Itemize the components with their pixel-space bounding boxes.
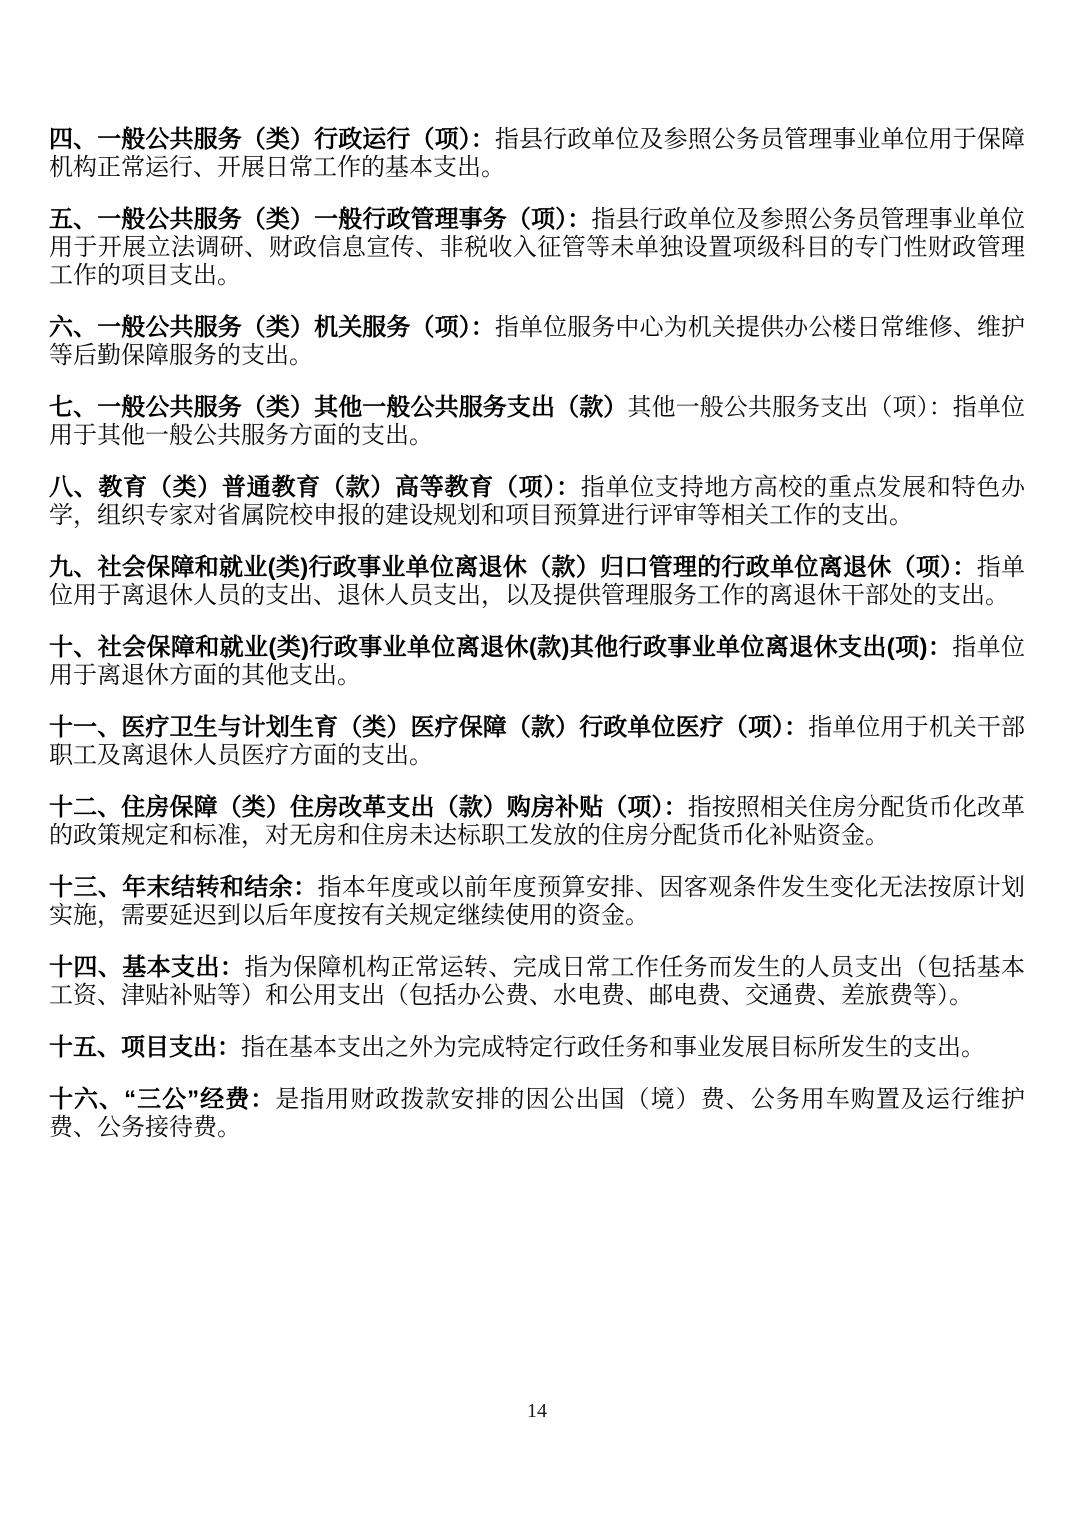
term-heading: 五、一般公共服务（类）一般行政管理事务（项）： bbox=[49, 206, 592, 233]
term-definition: 指单位支持地方高校的重点发展和特色办学，组织专家对省属院校申报的建设规划和项目预算进行评审等相关工作的支出。 bbox=[49, 475, 1026, 529]
definition-paragraph bbox=[49, 206, 1025, 290]
page-number: 14 bbox=[527, 1400, 547, 1422]
page-body-text bbox=[49, 126, 1025, 1166]
term-heading: 十二、住房保障（类）住房改革支出（款）购房补贴（项）： bbox=[49, 794, 688, 821]
term-heading: 十五、项目支出： bbox=[49, 1034, 241, 1061]
definition-paragraph bbox=[49, 874, 1025, 930]
term-heading: 九、社会保障和就业(类)行政事业单位离退休（款）归口管理的行政单位离退休（项）： bbox=[49, 554, 977, 581]
term-heading: 七、一般公共服务（类）其他一般公共服务支出（款） bbox=[49, 394, 628, 421]
term-definition: 指按照相关住房分配货币化改革的政策规定和标准，对无房和住房未达标职工发放的住房分配货币化补贴资金。 bbox=[49, 795, 1026, 849]
term-definition: 指单位用于机关干部职工及离退休人员医疗方面的支出。 bbox=[49, 715, 1026, 769]
term-heading: 六、一般公共服务（类）机关服务（项）： bbox=[49, 314, 495, 341]
definition-paragraph bbox=[49, 394, 1025, 450]
term-heading: 十四、基本支出： bbox=[49, 954, 245, 981]
term-definition: 指本年度或以前年度预算安排、因客观条件发生变化无法按原计划实施，需要延迟到以后年度按有关规定继续使用的资金。 bbox=[49, 875, 1026, 929]
definition-paragraph bbox=[49, 1086, 1025, 1142]
term-definition: 指县行政单位及参照公务员管理事业单位用于保障机构正常运行、开展日常工作的基本支出。 bbox=[49, 127, 1026, 181]
definition-paragraph bbox=[49, 474, 1025, 530]
definition-paragraph bbox=[49, 954, 1025, 1010]
term-definition: 其他一般公共服务支出（项）：指单位用于其他一般公共服务方面的支出。 bbox=[49, 395, 1026, 449]
term-heading: 十一、医疗卫生与计划生育（类）医疗保障（款）行政单位医疗（项）： bbox=[49, 714, 809, 741]
definition-paragraph bbox=[49, 314, 1025, 370]
term-heading: 十三、年末结转和结余： bbox=[49, 874, 318, 901]
term-heading: 十六、“三公”经费： bbox=[49, 1086, 276, 1113]
definition-paragraph bbox=[49, 1034, 1025, 1062]
definition-paragraph bbox=[49, 714, 1025, 770]
definition-paragraph bbox=[49, 554, 1025, 610]
term-definition: 指在基本支出之外为完成特定行政任务和事业发展目标所发生的支出。 bbox=[241, 1035, 985, 1061]
term-definition: 指单位用于离退休人员的支出、退休人员支出，以及提供管理服务工作的离退休干部处的支出。 bbox=[49, 555, 1026, 609]
term-definition: 指单位用于离退休方面的其他支出。 bbox=[49, 635, 1026, 689]
term-heading: 十、社会保障和就业(类)行政事业单位离退休(款)其他行政事业单位离退休支出(项)： bbox=[49, 634, 953, 661]
term-definition: 指县行政单位及参照公务员管理事业单位用于开展立法调研、财政信息宣传、非税收入征管等未单独设置项级科目的专门性财政管理工作的项目支出。 bbox=[49, 207, 1026, 289]
definition-paragraph bbox=[49, 126, 1025, 182]
term-definition: 指单位服务中心为机关提供办公楼日常维修、维护等后勤保障服务的支出。 bbox=[49, 315, 1026, 369]
definition-paragraph bbox=[49, 794, 1025, 850]
definition-paragraph bbox=[49, 634, 1025, 690]
term-definition: 指为保障机构正常运转、完成日常工作任务而发生的人员支出（包括基本工资、津贴补贴等）和公用支出（包括办公费、水电费、邮电费、交通费、差旅费等）。 bbox=[49, 955, 1026, 1009]
term-heading: 四、一般公共服务（类）行政运行（项）： bbox=[49, 126, 495, 153]
term-heading: 八、教育（类）普通教育（款）高等教育（项）： bbox=[49, 474, 581, 501]
term-definition: 是指用财政拨款安排的因公出国（境）费、公务用车购置及运行维护费、公务接待费。 bbox=[49, 1087, 1026, 1141]
